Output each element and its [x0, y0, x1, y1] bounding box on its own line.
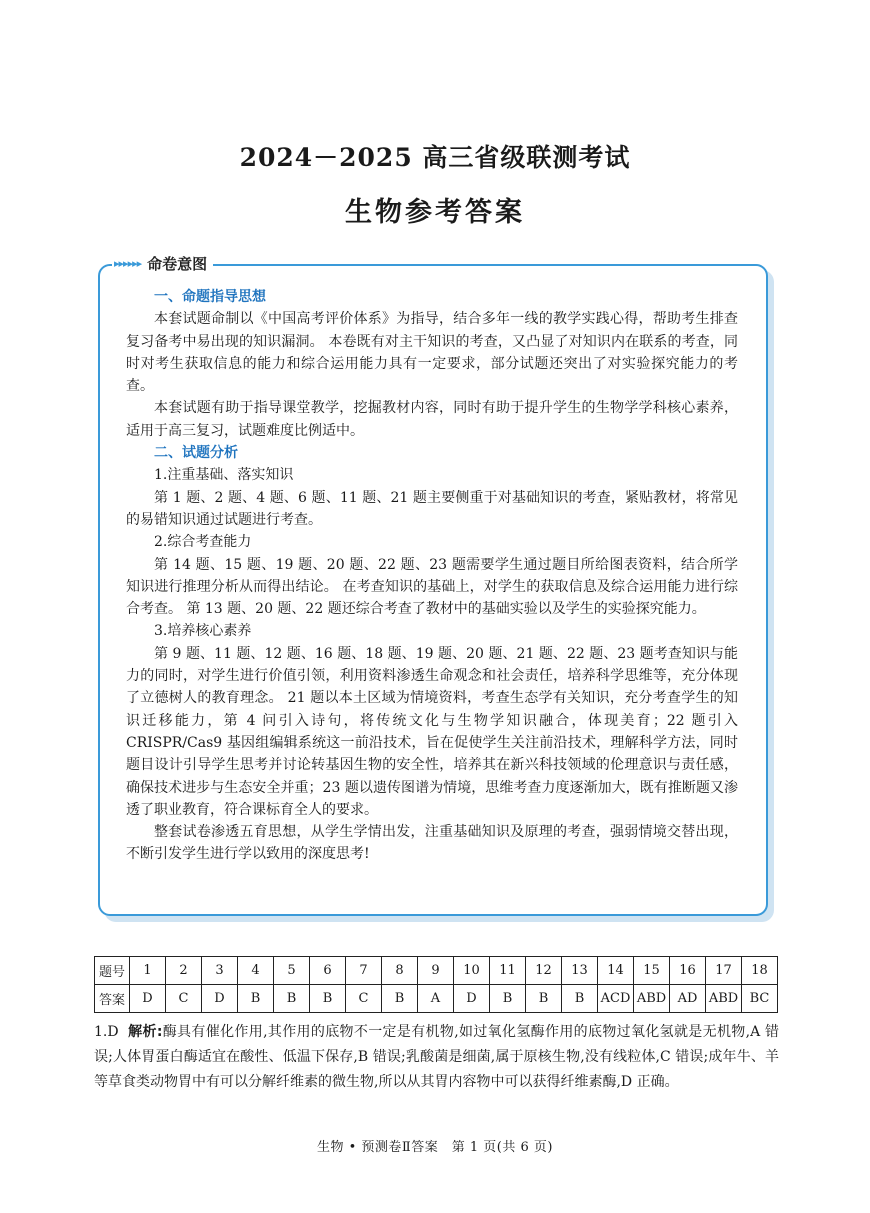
answer-title: 生物参考答案: [345, 197, 525, 228]
section-title: 二、试题分析: [154, 445, 238, 462]
analysis-text: 酶具有催化作用,其作用的底物不一定是有机物,如过氧化氢酶作用的底物过氧化氢就是无机物,A 错误;人体胃蛋白酶适宜在酸性、低温下保存,B 错误;乳酸菌是细菌,属于原核生物,没有线粒体,C 错误;成年牛、羊等草食类动物胃中有可以分解纤维素的微生物,所以从其胃内容物中可以获得纤维素酶,D 正确。: [94, 1024, 779, 1090]
table-row: [95, 957, 778, 985]
question-number: 8: [382, 957, 418, 985]
question-number: 14: [598, 957, 634, 985]
question-number: 3: [202, 957, 238, 985]
paragraph: 本套试题有助于指导课堂教学，挖掘教材内容，同时有助于提升学生的生物学学科核心素养，适用于高三复习，试题难度比例适中。: [126, 400, 738, 439]
answer-cell: D: [130, 985, 166, 1013]
question-number: 16: [670, 957, 706, 985]
section-title: 一、命题指导思想: [154, 289, 266, 305]
analysis-prefix: 1.D: [94, 1024, 119, 1040]
exam-title: 2024－2025 高三省级联测考试: [239, 143, 631, 172]
answer-cell: AD: [670, 985, 706, 1013]
answer-cell: C: [346, 985, 382, 1013]
question-number: 9: [418, 957, 454, 985]
answer-cell: D: [454, 985, 490, 1013]
paragraph: 第 9 题、11 题、12 题、16 题、18 题、19 题、20 题、21 题、22 题、23 题考查知识与能力的同时，对学生进行价值引领，利用资料渗透生命观念和社会责任，培养科学思维等，充分体现了立德树人的教育理念。 21 题以本土区域为情境资料，考查生态学有关知识，充分考查学生的知识迁移能力，第 4 问引入诗句，将传统文化与生物学知识融合，体现美育；22 题引入 CRISPR/Cas9 基因组编辑系统这一前沿技术，旨在促使学生关注前沿技术，理解科学方法，同时题目设计引导学生思考并讨论转基因生物的安全性，培养其在新兴科技领域的伦理意识与责任感，确保技术进步与生态安全并重；23 题以遗传图谱为情境，思维考查力度逐渐加大，既有推断题又渗透了职业教育，符合课标育全人的要求。: [126, 645, 738, 818]
answer-cell: B: [382, 985, 418, 1013]
question-number: 13: [562, 957, 598, 985]
question-number: 6: [310, 957, 346, 985]
answer-cell: B: [526, 985, 562, 1013]
paragraph: 本套试题命制以《中国高考评价体系》为指导，结合多年一线的教学实践心得，帮助考生排查复习备考中易出现的知识漏洞。 本卷既有对主干知识的考查，又凸显了对知识内在联系的考查，同时对考生获取信息的能力和综合运用能力具有一定要求，部分试题还突出了对实验探究能力的考查。: [126, 311, 738, 395]
question-number: 18: [742, 957, 778, 985]
intent-content: [126, 286, 738, 866]
subsection-title: 2.综合考查能力: [154, 534, 252, 551]
paragraph: 第 1 题、2 题、4 题、6 题、11 题、21 题主要侧重于对基础知识的考查，紧贴教材，将常见的易错知识通过试题进行考查。: [126, 489, 738, 528]
intent-header: [112, 251, 213, 275]
question-number: 10: [454, 957, 490, 985]
question-number: 7: [346, 957, 382, 985]
answer-cell: B: [562, 985, 598, 1013]
answer-cell: B: [274, 985, 310, 1013]
answer-cell: B: [310, 985, 346, 1013]
page-footer: 生物 • 预测卷Ⅱ答案 第 1 页(共 6 页): [317, 1140, 553, 1155]
question-number: 15: [634, 957, 670, 985]
paragraph: 第 14 题、15 题、19 题、20 题、22 题、23 题需要学生通过题目所给图表资料，结合所学知识进行推理分析从而得出结论。 在考查知识的基础上，对学生的获取信息及综合运用能力进行综合考查。 第 13 题、20 题、22 题还综合考查了教材中的基础实验以及学生的实验探究能力。: [126, 556, 738, 618]
answer-cell: B: [490, 985, 526, 1013]
answer-cell: ABD: [706, 985, 742, 1013]
question-number: 11: [490, 957, 526, 985]
arrows-icon: ▸▸▸▸▸▸: [114, 256, 142, 270]
question-number: 12: [526, 957, 562, 985]
paragraph: 整套试卷渗透五育思想，从学生学情出发，注重基础知识及原理的考查，强弱情境交替出现，不断引发学生进行学以致用的深度思考!: [126, 824, 738, 863]
analysis-q1: [94, 1020, 779, 1095]
answer-cell: ACD: [598, 985, 634, 1013]
answer-cell: BC: [742, 985, 778, 1013]
question-number: 2: [166, 957, 202, 985]
subsection-title: 1.注重基础、落实知识: [154, 467, 294, 484]
question-number: 4: [238, 957, 274, 985]
answer-cell: C: [166, 985, 202, 1013]
row-label: 答案: [95, 985, 130, 1013]
question-number: 1: [130, 957, 166, 985]
answer-table: [94, 956, 778, 1013]
subsection-title: 3.培养核心素养: [154, 623, 252, 640]
question-number: 17: [706, 957, 742, 985]
analysis-label: 解析:: [128, 1024, 163, 1040]
row-label: 题号: [95, 957, 130, 985]
answer-cell: A: [418, 985, 454, 1013]
answer-cell: D: [202, 985, 238, 1013]
question-number: 5: [274, 957, 310, 985]
answer-cell: B: [238, 985, 274, 1013]
intent-title: 命卷意图: [147, 254, 208, 273]
answer-cell: ABD: [634, 985, 670, 1013]
table-row: [95, 985, 778, 1013]
